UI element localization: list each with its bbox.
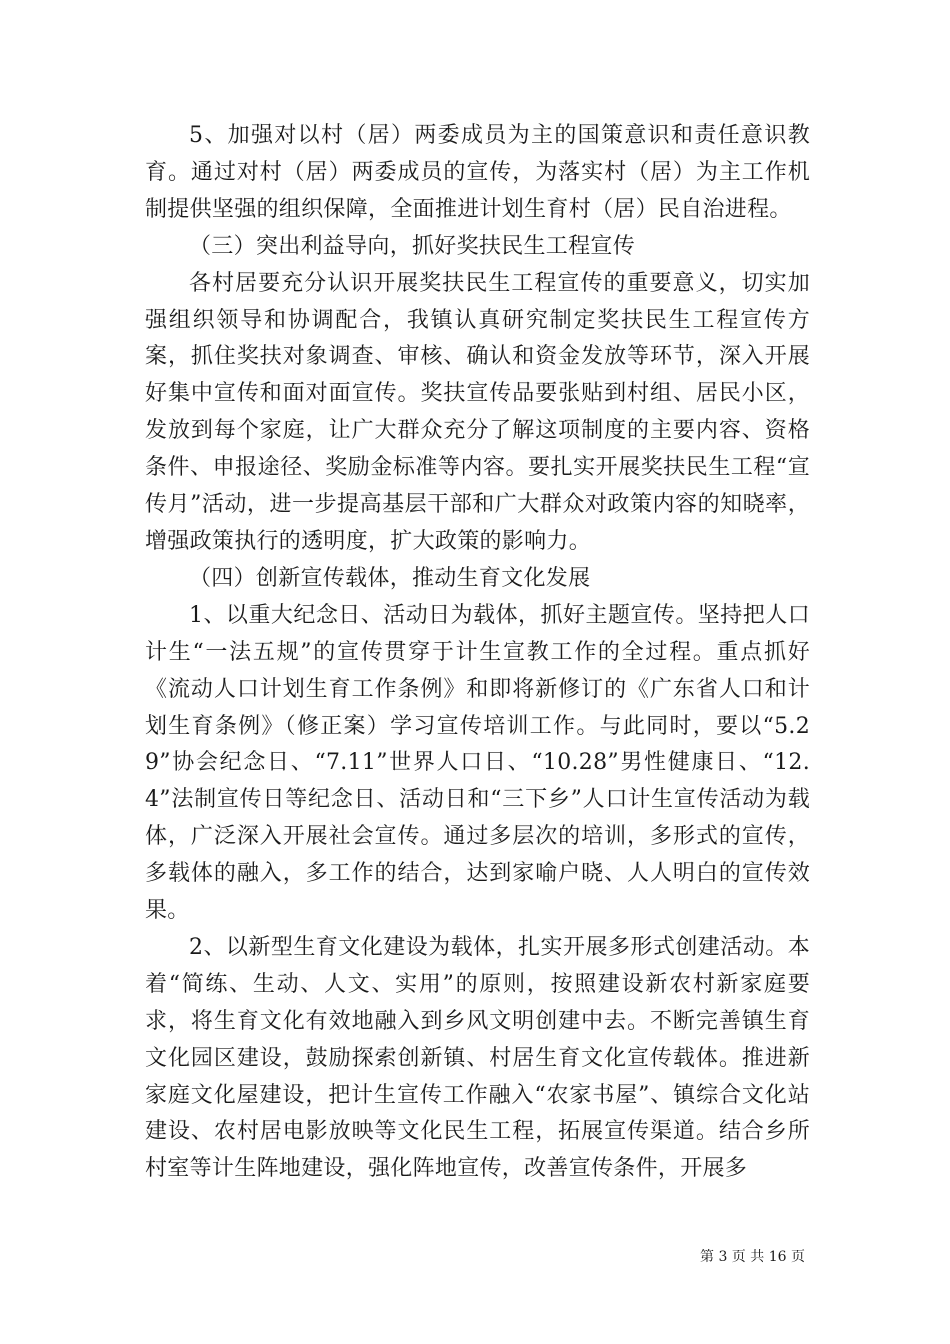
document-body <box>145 118 810 1188</box>
section-heading-4: （四）创新宣传载体，推动生育文化发展 <box>189 565 591 591</box>
paragraph-item-5: 5、加强对以村（居）两委成员为主的国策意识和责任意识教育。通过对村（居）两委成员的宣传，为落实村（居）为主工作机制提供坚强的组织保障，全面推进计划生育村（居）民自治进程。 <box>145 123 810 222</box>
page-number-footer: 第 3 页 共 16 页 <box>700 1249 805 1265</box>
section-heading-3: （三）突出利益导向，抓好奖扶民生工程宣传 <box>189 233 636 259</box>
paragraph-item-1: 1、以重大纪念日、活动日为载体，抓好主题宣传。坚持把人口计生“一法五规”的宣传贯穿于计生宣教工作的全过程。重点抓好《流动人口计划生育工作条例》和即将新修订的《广东省人口和计划生育条例》（修正案）学习宣传培训工作。与此同时，要以“5.29”协会纪念日、“7.11”世界人口日、“10.28”男性健康日、“12.4”法制宣传日等纪念日、活动日和“三下乡”人口计生宣传活动为载体，广泛深入开展社会宣传。通过多层次的培训，多形式的宣传，多载体的融入，多工作的结合，达到家喻户晓、人人明白的宣传效果。 <box>145 602 810 924</box>
paragraph-incentive-publicity: 各村居要充分认识开展奖扶民生工程宣传的重要意义，切实加强组织领导和协调配合，我镇认真研究制定奖扶民生工程宣传方案，抓住奖扶对象调查、审核、确认和资金发放等环节，深入开展好集中宣传和面对面宣传。奖扶宣传品要张贴到村组、居民小区，发放到每个家庭，让广大群众充分了解这项制度的主要内容、资格条件、申报途径、奖励金标准等内容。要扎实开展奖扶民生工程“宣传月”活动，进一步提高基层干部和广大群众对政策内容的知晓率，增强政策执行的透明度，扩大政策的影响力。 <box>145 270 810 554</box>
paragraph-item-2: 2、以新型生育文化建设为载体，扎实开展多形式创建活动。本着“简练、生动、人文、实用”的原则，按照建设新农村新家庭要求，将生育文化有效地融入到乡风文明创建中去。不断完善镇生育文化园区建设，鼓励探索创新镇、村居生育文化宣传载体。推进新家庭文化屋建设，把计生宣传工作融入“农家书屋”、镇综合文化站建设、农村居电影放映等文化民生工程，拓展宣传渠道。结合乡所村室等计生阵地建设，强化阵地宣传，改善宣传条件，开展多 <box>145 934 810 1182</box>
